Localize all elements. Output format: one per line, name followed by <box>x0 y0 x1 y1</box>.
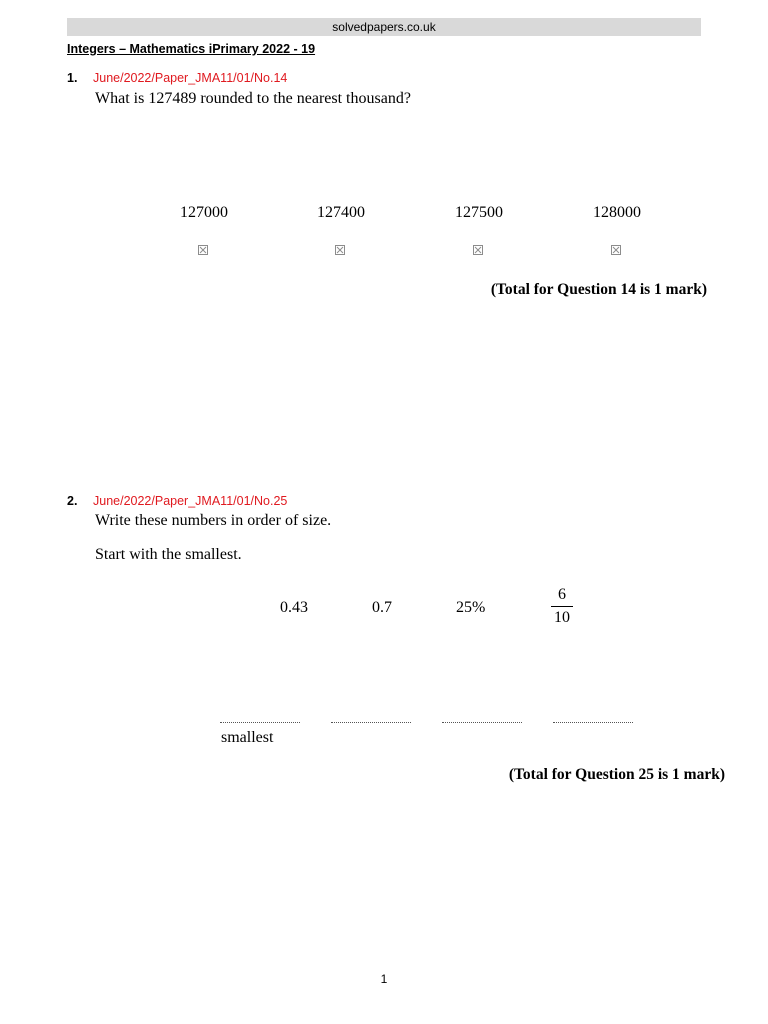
answer-line[interactable] <box>442 722 522 723</box>
option-checkbox[interactable] <box>611 245 621 255</box>
question-number: 2. <box>67 494 78 508</box>
cross-icon <box>612 246 620 254</box>
page-number: 1 <box>380 972 388 986</box>
option-label: 127400 <box>317 204 365 221</box>
answer-line[interactable] <box>553 722 633 723</box>
fraction-bar <box>551 606 573 607</box>
question-total: (Total for Question 25 is 1 mark) <box>508 766 725 783</box>
smallest-label: smallest <box>221 729 274 746</box>
fraction-value <box>547 586 577 627</box>
question-reference: June/2022/Paper_JMA11/01/No.14 <box>93 71 288 85</box>
value-item: 0.43 <box>280 599 308 616</box>
question-total: (Total for Question 14 is 1 mark) <box>490 281 707 298</box>
question-text: What is 127489 rounded to the nearest thousand? <box>95 90 411 107</box>
option-label: 127000 <box>180 204 228 221</box>
value-item: 25% <box>456 599 486 616</box>
option-checkbox[interactable] <box>198 245 208 255</box>
option-label: 128000 <box>593 204 641 221</box>
value-item: 0.7 <box>372 599 392 616</box>
fraction-denominator: 10 <box>554 609 570 626</box>
document-title: Integers – Mathematics iPrimary 2022 - 19 <box>67 42 316 56</box>
option-checkbox[interactable] <box>335 245 345 255</box>
question-instruction: Start with the smallest. <box>95 546 242 563</box>
cross-icon <box>474 246 482 254</box>
question-number: 1. <box>67 71 78 85</box>
cross-icon <box>199 246 207 254</box>
site-name: solvedpapers.co.uk <box>332 20 436 34</box>
question-reference: June/2022/Paper_JMA11/01/No.25 <box>93 494 288 508</box>
option-label: 127500 <box>455 204 503 221</box>
answer-line[interactable] <box>331 722 411 723</box>
fraction-numerator: 6 <box>558 586 566 603</box>
option-checkbox[interactable] <box>473 245 483 255</box>
question-text: Write these numbers in order of size. <box>95 512 332 529</box>
cross-icon <box>336 246 344 254</box>
answer-line[interactable] <box>220 722 300 723</box>
